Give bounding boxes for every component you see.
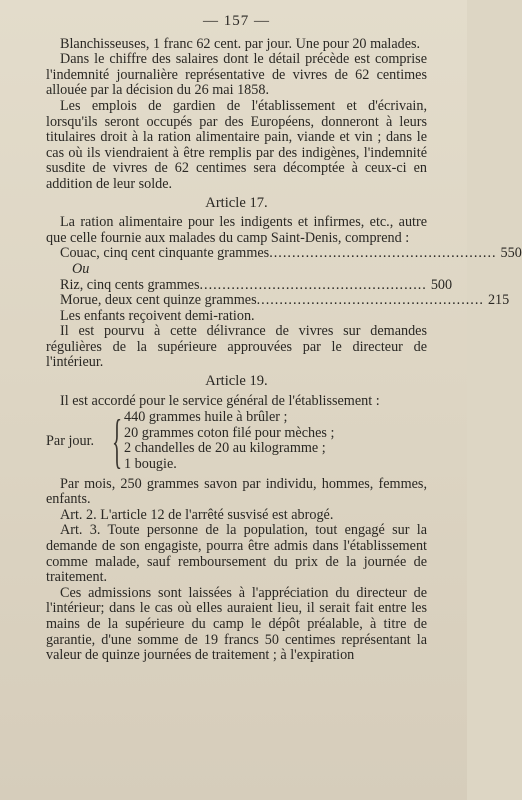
article-17-heading: Article 17.: [205, 194, 268, 211]
paragraph-employments: Les emplois de gardien de l'établissement et d'écrivain, lorsqu'ils seront occupés par des Européens, donneront à leurs titulaires droit à la ration alimentaire pain, viande et vin ; dans le cas où ils viendraient à être remplis par des indigènes, l'indemnité susdite de vivres de 62 centimes sera décomptée à ceux-ci en addition de leur solde.: [46, 97, 427, 192]
page-number: — 157 —: [203, 13, 270, 29]
article-19-heading: Article 19.: [205, 373, 268, 390]
paragraph-salaries: Dans le chiffre des salaires dont le détail précède est comprise l'indemnité journalière représentative de vivres de 62 centimes allouée par la décision du 26 mai 1858.: [46, 51, 427, 99]
service-items: [124, 410, 334, 472]
brace-glyph: {: [112, 408, 123, 475]
ration-row-couac: [46, 245, 522, 262]
ration-row-riz: [46, 276, 453, 294]
service-item: 1 bougie.: [124, 456, 177, 473]
paragraph-monthly: Par mois, 250 grammes savon par individu, hommes, femmes, enfants.: [46, 475, 427, 508]
service-allocation-block: [46, 408, 427, 475]
service-item: 2 chandelles de 20 au kilogramme ;: [124, 440, 326, 457]
paragraph-service-intro: Il est accordé pour le service général de l'établissement :: [60, 392, 380, 409]
dot-leader: ..................................................: [269, 245, 497, 262]
paragraph-ration-intro: La ration alimentaire pour les indigents et infirmes, etc., autre que celle fournie aux malades du camp Saint-Denis, comprend :: [46, 214, 427, 246]
service-item: 440 grammes huile à brûler ;: [124, 409, 288, 426]
ration-label-riz: Riz, cinq cents grammes: [60, 276, 200, 293]
ration-label-morue: Morue, deux cent quinze grammes: [60, 292, 257, 309]
ration-row-morue: [46, 292, 510, 309]
ration-or-word: Ou: [72, 260, 90, 277]
ration-label-couac: Couac, cinq cent cinquante grammes: [60, 245, 270, 262]
ration-value-riz: 500: [430, 276, 453, 293]
paragraph-art2: Art. 2. L'article 12 de l'arrêté susvisé est abrogé.: [60, 506, 334, 523]
paragraph-laundresses: Blanchisseuses, 1 franc 62 cent. par jour. Une pour 20 malades.: [60, 35, 421, 52]
dot-leader: ..................................................: [199, 276, 427, 293]
ration-value-couac: 550: [500, 245, 522, 262]
dot-leader: ..................................................: [256, 292, 484, 309]
ration-value-morue: 215: [487, 292, 510, 309]
paragraph-admissions: Ces admissions sont laissées à l'appréciation du directeur de l'intérieur; dans le cas où elles auraient lieu, il serait fait entre les mains de la supérieure du camp le dépôt préalable, à titre de garantie, d'une somme de 19 francs 50 centimes représentant la valeur de quinze journées de traitement ; à l'expiration: [46, 584, 427, 664]
paragraph-art3: Art. 3. Toute personne de la population, tout engagé sur la demande de son engagiste, pourra être admis dans l'établissement comme malade, sauf remboursement du prix de la journée de traitement.: [46, 522, 427, 586]
service-lead: Par jour.: [46, 432, 95, 449]
paragraph-supply: Il est pourvu à cette délivrance de vivres sur demandes régulières de la supérieure approuvées par le directeur de l'intérieur.: [46, 323, 427, 371]
paragraph-children: Les enfants reçoivent demi-ration.: [60, 307, 255, 324]
service-item: 20 grammes coton filé pour mèches ;: [124, 424, 335, 441]
